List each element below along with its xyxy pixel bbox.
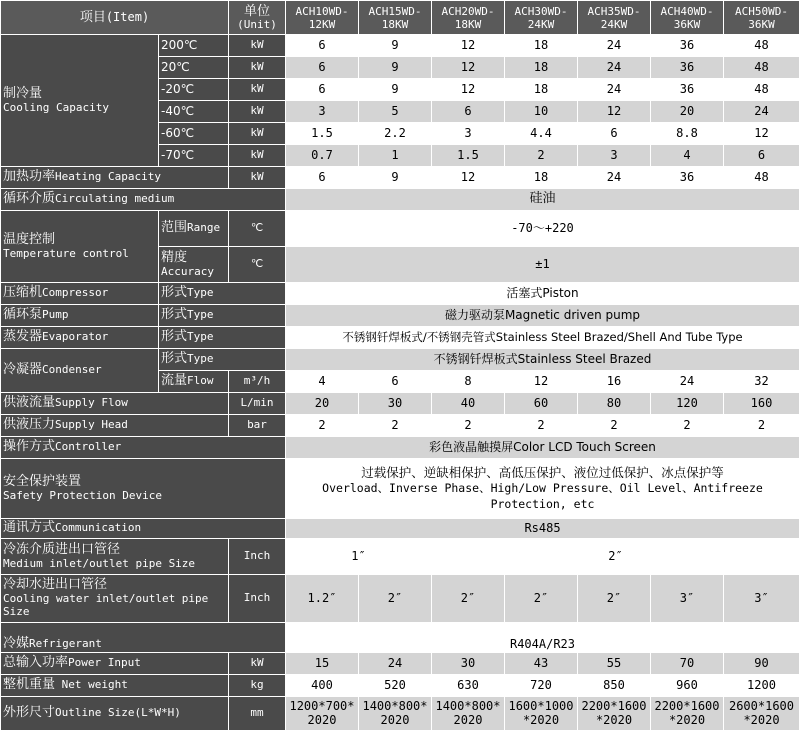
cooling-unit: kW: [229, 145, 286, 167]
cooling-row: [1, 35, 799, 57]
cooling-temp: -20℃: [159, 79, 229, 101]
safety-value: 过载保护、逆缺相保护、高低压保护、液位过低保护、冰点保护等 Overload、Inverse Phase、High/Low Pressure、Oil Level、Antifreeze Protection, etc: [286, 459, 799, 519]
condenser-type-row: [1, 349, 799, 371]
header-model: ACH10WD- 12KW: [286, 1, 359, 35]
heating-value: 6: [286, 167, 359, 189]
cooling-value: 8.8: [651, 123, 724, 145]
weight-value: 960: [651, 675, 724, 697]
cooling-water-row: [1, 575, 799, 623]
outline-value: 1400*800* 2020: [432, 697, 505, 731]
cooling-value: 48: [724, 35, 799, 57]
condenser-flow-value: 24: [651, 371, 724, 393]
cooling-temp: -70℃: [159, 145, 229, 167]
supply-flow-value: 30: [359, 393, 432, 415]
outline-label: 外形尺寸Outline Size(L*W*H): [1, 697, 229, 731]
cooling-value: 2.2: [359, 123, 432, 145]
outline-value: 1400*800* 2020: [359, 697, 432, 731]
cooling-value: 6: [286, 35, 359, 57]
cooling-value: 6: [432, 101, 505, 123]
cooling-water-value: 1.2″: [286, 575, 359, 623]
cooling-value: 1.5: [286, 123, 359, 145]
supply-head-value: 2: [578, 415, 651, 437]
heating-value: 18: [505, 167, 578, 189]
cooling-value: 24: [724, 101, 799, 123]
supply-head-label: 供液压力Supply Head: [1, 415, 229, 437]
cooling-value: 18: [505, 79, 578, 101]
power-value: 15: [286, 653, 359, 675]
cooling-value: 6: [724, 145, 799, 167]
cooling-value: 6: [286, 57, 359, 79]
weight-label: 整机重量 Net weight: [1, 675, 229, 697]
medium-pipe-value: 2″: [432, 539, 799, 575]
condenser-label: 冷凝器Condenser: [1, 349, 159, 393]
cooling-value: 36: [651, 57, 724, 79]
cooling-value: 48: [724, 79, 799, 101]
weight-value: 520: [359, 675, 432, 697]
power-value: 43: [505, 653, 578, 675]
supply-flow-value: 40: [432, 393, 505, 415]
weight-value: 630: [432, 675, 505, 697]
cooling-value: 6: [286, 79, 359, 101]
medium-row: [1, 189, 799, 211]
cooling-water-value: 2″: [359, 575, 432, 623]
cooling-value: 24: [578, 79, 651, 101]
heating-value: 36: [651, 167, 724, 189]
supply-head-value: 2: [432, 415, 505, 437]
heating-row: [1, 167, 799, 189]
header-model: ACH20WD- 18KW: [432, 1, 505, 35]
cooling-value: 36: [651, 79, 724, 101]
cooling-temp: 200℃: [159, 35, 229, 57]
cooling-value: 9: [359, 79, 432, 101]
outline-value: 2200*1600 *2020: [651, 697, 724, 731]
cooling-value: 36: [651, 35, 724, 57]
power-value: 90: [724, 653, 799, 675]
header-model: ACH15WD- 18KW: [359, 1, 432, 35]
refrigerant-row: [1, 623, 799, 653]
header-row: [1, 1, 799, 35]
cooling-value: 20: [651, 101, 724, 123]
safety-label: 安全保护装置 Safety Protection Device: [1, 459, 286, 519]
power-unit: kW: [229, 653, 286, 675]
range-label: 范围Range: [159, 211, 229, 247]
supply-flow-value: 160: [724, 393, 799, 415]
cooling-value: 6: [578, 123, 651, 145]
weight-value: 720: [505, 675, 578, 697]
cooling-value: 3: [432, 123, 505, 145]
cooling-water-unit: Inch: [229, 575, 286, 623]
compressor-row: [1, 283, 799, 305]
cooling-value: 0.7: [286, 145, 359, 167]
cooling-value: 5: [359, 101, 432, 123]
header-model: ACH30WD- 24KW: [505, 1, 578, 35]
supply-head-value: 2: [505, 415, 578, 437]
condenser-flow-value: 12: [505, 371, 578, 393]
supply-flow-row: [1, 393, 799, 415]
controller-label: 操作方式Controller: [1, 437, 286, 459]
cooling-value: 4: [651, 145, 724, 167]
heating-value: 9: [359, 167, 432, 189]
outline-value: 2200*1600 *2020: [578, 697, 651, 731]
header-item: 项目(Item): [1, 1, 229, 35]
supply-head-unit: bar: [229, 415, 286, 437]
supply-flow-label: 供液流量Supply Flow: [1, 393, 229, 415]
heating-value: 24: [578, 167, 651, 189]
refrigerant-value: R404A/R23: [286, 623, 799, 653]
refrigerant-label: 冷媒Refrigerant: [1, 623, 286, 653]
cooling-value: 3: [286, 101, 359, 123]
supply-flow-value: 120: [651, 393, 724, 415]
compressor-value: 活塞式Piston: [286, 283, 799, 305]
controller-value: 彩色液晶触摸屏Color LCD Touch Screen: [286, 437, 799, 459]
heating-value: 48: [724, 167, 799, 189]
accuracy-value: ±1: [286, 247, 799, 283]
cooling-water-value: 2″: [432, 575, 505, 623]
condenser-flow-value: 8: [432, 371, 505, 393]
cooling-unit: kW: [229, 123, 286, 145]
supply-flow-value: 20: [286, 393, 359, 415]
condenser-type-value: 不锈钢钎焊板式Stainless Steel Brazed: [286, 349, 799, 371]
cooling-value: 12: [432, 57, 505, 79]
supply-head-value: 2: [286, 415, 359, 437]
supply-flow-unit: L/min: [229, 393, 286, 415]
cooling-value: 1.5: [432, 145, 505, 167]
medium-value: 硅油: [286, 189, 799, 211]
medium-pipe-value: 1″: [286, 539, 432, 575]
cooling-value: 12: [432, 35, 505, 57]
communication-row: [1, 519, 799, 539]
supply-head-value: 2: [724, 415, 799, 437]
cooling-value: 24: [578, 35, 651, 57]
cooling-value: 18: [505, 35, 578, 57]
condenser-type-label: 形式Type: [159, 349, 286, 371]
cooling-value: 3: [578, 145, 651, 167]
heating-unit: kW: [229, 167, 286, 189]
supply-head-value: 2: [359, 415, 432, 437]
condenser-flow-unit: m³/h: [229, 371, 286, 393]
cooling-value: 10: [505, 101, 578, 123]
outline-value: 1600*1000 *2020: [505, 697, 578, 731]
safety-row: [1, 459, 799, 519]
evaporator-value: 不锈钢钎焊板式/不锈钢壳管式Stainless Steel Brazed/Shell And Tube Type: [286, 327, 799, 349]
pump-type-label: 形式Type: [159, 305, 286, 327]
weight-row: [1, 675, 799, 697]
cooling-water-value: 2″: [505, 575, 578, 623]
cooling-value: 48: [724, 57, 799, 79]
header-model: ACH35WD- 24KW: [578, 1, 651, 35]
power-row: [1, 653, 799, 675]
evaporator-label: 蒸发器Evaporator: [1, 327, 159, 349]
temp-control-label: 温度控制 Temperature control: [1, 211, 159, 283]
power-value: 24: [359, 653, 432, 675]
cooling-water-value: 2″: [578, 575, 651, 623]
condenser-flow-value: 16: [578, 371, 651, 393]
evaporator-type-label: 形式Type: [159, 327, 286, 349]
cooling-temp: 20℃: [159, 57, 229, 79]
header-unit: 单位 (Unit): [229, 1, 286, 35]
cooling-value: 24: [578, 57, 651, 79]
communication-label: 通讯方式Communication: [1, 519, 286, 539]
header-model: ACH50WD- 36KW: [724, 1, 799, 35]
pump-label: 循环泵Pump: [1, 305, 159, 327]
condenser-flow-value: 4: [286, 371, 359, 393]
cooling-temp: -40℃: [159, 101, 229, 123]
compressor-label: 压缩机Compressor: [1, 283, 159, 305]
cooling-unit: kW: [229, 57, 286, 79]
weight-value: 850: [578, 675, 651, 697]
weight-value: 1200: [724, 675, 799, 697]
cooling-value: 18: [505, 57, 578, 79]
condenser-flow-value: 32: [724, 371, 799, 393]
temp-range-row: [1, 211, 799, 247]
power-label: 总输入功率Power Input: [1, 653, 229, 675]
cooling-value: 2: [505, 145, 578, 167]
range-value: -70～+220: [286, 211, 799, 247]
heating-value: 12: [432, 167, 505, 189]
medium-label: 循环介质Circulating medium: [1, 189, 286, 211]
power-value: 55: [578, 653, 651, 675]
cooling-water-value: 3″: [724, 575, 799, 623]
supply-head-value: 2: [651, 415, 724, 437]
supply-flow-value: 80: [578, 393, 651, 415]
accuracy-label: 精度 Accuracy: [159, 247, 229, 283]
pump-row: [1, 305, 799, 327]
medium-pipe-row: [1, 539, 799, 575]
outline-value: 2600*1600 *2020: [724, 697, 799, 731]
cooling-water-label: 冷却水进出口管径 Cooling water inlet/outlet pipe Size: [1, 575, 229, 623]
condenser-flow-value: 6: [359, 371, 432, 393]
medium-pipe-unit: Inch: [229, 539, 286, 575]
cooling-value: 1: [359, 145, 432, 167]
pump-value: 磁力驱动泵Magnetic driven pump: [286, 305, 799, 327]
supply-flow-value: 60: [505, 393, 578, 415]
cooling-value: 9: [359, 57, 432, 79]
range-unit: ℃: [229, 211, 286, 247]
cooling-value: 4.4: [505, 123, 578, 145]
header-model: ACH40WD- 36KW: [651, 1, 724, 35]
medium-pipe-label: 冷冻介质进出口管径 Medium inlet/outlet pipe Size: [1, 539, 229, 575]
cooling-value: 9: [359, 35, 432, 57]
outline-row: [1, 697, 799, 731]
condenser-flow-label: 流量Flow: [159, 371, 229, 393]
cooling-temp: -60℃: [159, 123, 229, 145]
supply-head-row: [1, 415, 799, 437]
accuracy-unit: ℃: [229, 247, 286, 283]
cooling-value: 12: [432, 79, 505, 101]
controller-row: [1, 437, 799, 459]
cooling-capacity-label: 制冷量 Cooling Capacity: [1, 35, 159, 167]
weight-unit: kg: [229, 675, 286, 697]
cooling-unit: kW: [229, 101, 286, 123]
cooling-value: 12: [578, 101, 651, 123]
power-value: 30: [432, 653, 505, 675]
weight-value: 400: [286, 675, 359, 697]
outline-value: 1200*700* 2020: [286, 697, 359, 731]
cooling-water-value: 3″: [651, 575, 724, 623]
heating-label: 加热功率Heating Capacity: [1, 167, 229, 189]
cooling-unit: kW: [229, 35, 286, 57]
evaporator-row: [1, 327, 799, 349]
compressor-type-label: 形式Type: [159, 283, 286, 305]
power-value: 70: [651, 653, 724, 675]
cooling-value: 12: [724, 123, 799, 145]
communication-value: Rs485: [286, 519, 799, 539]
outline-unit: mm: [229, 697, 286, 731]
cooling-unit: kW: [229, 79, 286, 101]
